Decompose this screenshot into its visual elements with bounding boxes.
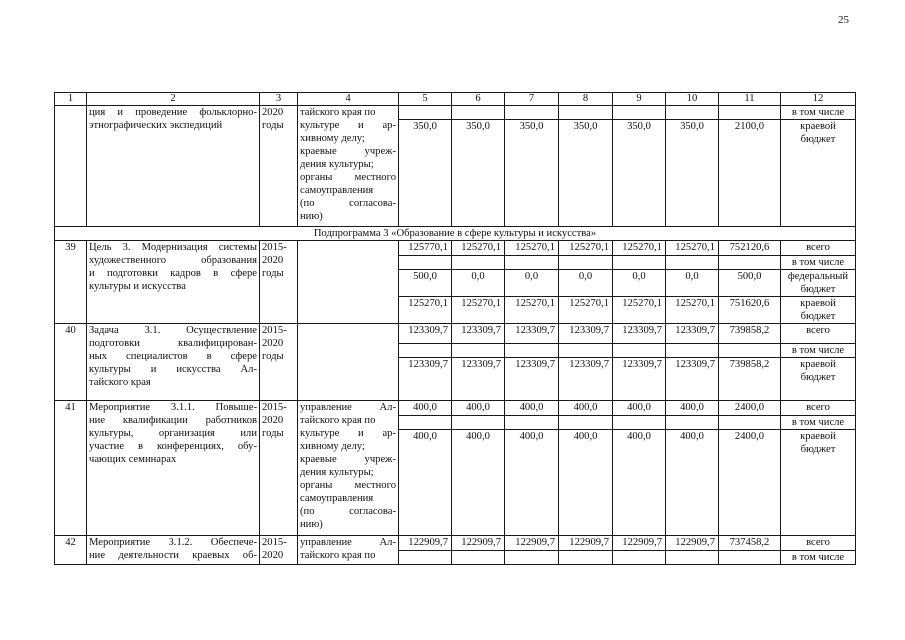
value-cell: 125270,1 bbox=[666, 297, 719, 324]
text-line: Мероприятие 3.1.2. Обеспече- bbox=[89, 537, 257, 548]
value-cell bbox=[452, 344, 505, 358]
table-row bbox=[55, 106, 856, 120]
value-cell: 125270,1 bbox=[505, 241, 559, 256]
activity-name-cell bbox=[87, 536, 260, 565]
value-cell: 739858,2 bbox=[719, 324, 781, 344]
text-line: и подготовки кадров в сфере bbox=[89, 268, 257, 279]
text-line: (по согласова- bbox=[300, 198, 396, 209]
column-number-header bbox=[55, 93, 856, 106]
value-cell bbox=[452, 106, 505, 120]
value-cell bbox=[452, 551, 505, 565]
value-cell: 125770,1 bbox=[399, 241, 452, 256]
value-cell bbox=[613, 551, 666, 565]
value-cell bbox=[505, 256, 559, 270]
value-cell bbox=[666, 344, 719, 358]
value-cell: 350,0 bbox=[452, 120, 505, 227]
header-cell: 1 bbox=[55, 93, 87, 106]
value-cell: 500,0 bbox=[399, 270, 452, 297]
budget-label-cell: краевой бюджет bbox=[781, 297, 856, 324]
value-cell bbox=[505, 551, 559, 565]
budget-label-cell: всего bbox=[781, 241, 856, 256]
value-cell bbox=[399, 551, 452, 565]
value-cell: 123309,7 bbox=[559, 324, 613, 344]
text-line: ция и проведение фольклорно- bbox=[89, 107, 257, 118]
activity-name-cell bbox=[87, 324, 260, 401]
executor-cell bbox=[298, 401, 399, 536]
text-line: подготовки квалифицирован- bbox=[89, 338, 257, 349]
text-line: участие в конференциях, обу- bbox=[89, 441, 257, 452]
value-cell: 400,0 bbox=[559, 401, 613, 416]
text-line: ние деятельности краевых об- bbox=[89, 550, 257, 561]
value-cell: 123309,7 bbox=[452, 358, 505, 401]
value-cell bbox=[719, 416, 781, 430]
text-line: культуры и искусства Ал- bbox=[89, 364, 257, 375]
text-line: культуры, организация или bbox=[89, 428, 257, 439]
text-line: этнографических экспедиций bbox=[89, 120, 223, 131]
text-line: нию) bbox=[300, 211, 323, 222]
value-cell bbox=[505, 106, 559, 120]
value-cell: 122909,7 bbox=[399, 536, 452, 551]
value-cell: 400,0 bbox=[613, 430, 666, 536]
text-line: 2020 bbox=[262, 255, 284, 266]
value-cell: 400,0 bbox=[399, 401, 452, 416]
header-cell: 6 bbox=[452, 93, 505, 106]
budget-label-cell: в том числе bbox=[781, 106, 856, 120]
value-cell: 125270,1 bbox=[613, 241, 666, 256]
value-cell: 400,0 bbox=[452, 430, 505, 536]
value-cell: 2400,0 bbox=[719, 401, 781, 416]
value-cell: 500,0 bbox=[719, 270, 781, 297]
value-cell: 400,0 bbox=[666, 430, 719, 536]
value-cell: 123309,7 bbox=[666, 324, 719, 344]
period-cell bbox=[260, 241, 298, 324]
budget-label-cell: в том числе bbox=[781, 256, 856, 270]
text-line: управление Ал- bbox=[300, 537, 396, 548]
value-cell: 125270,1 bbox=[559, 241, 613, 256]
text-line: 2015- bbox=[262, 242, 287, 253]
value-cell bbox=[719, 256, 781, 270]
executor-cell bbox=[298, 324, 399, 401]
text-line: чающих семинарах bbox=[89, 454, 177, 465]
value-cell: 125270,1 bbox=[452, 241, 505, 256]
text-line: управление Ал- bbox=[300, 402, 396, 413]
header-cell: 10 bbox=[666, 93, 719, 106]
header-cell: 9 bbox=[613, 93, 666, 106]
value-cell: 0,0 bbox=[452, 270, 505, 297]
value-cell bbox=[399, 416, 452, 430]
text-line: самоуправления bbox=[300, 185, 374, 196]
header-cell: 4 bbox=[298, 93, 399, 106]
value-cell: 400,0 bbox=[613, 401, 666, 416]
activity-name-cell bbox=[87, 401, 260, 536]
value-cell: 0,0 bbox=[559, 270, 613, 297]
value-cell: 125270,1 bbox=[452, 297, 505, 324]
value-cell: 2100,0 bbox=[719, 120, 781, 227]
text-line: дения культуры; bbox=[300, 467, 374, 478]
value-cell bbox=[719, 106, 781, 120]
value-cell: 122909,7 bbox=[505, 536, 559, 551]
text-line: культуры и искусства bbox=[89, 281, 186, 292]
text-line: Мероприятие 3.1.1. Повыше- bbox=[89, 402, 257, 413]
text-line: 2015- bbox=[262, 325, 287, 336]
header-cell: 2 bbox=[87, 93, 260, 106]
row-number-cell: 39 bbox=[55, 241, 87, 324]
value-cell: 0,0 bbox=[505, 270, 559, 297]
value-cell: 123309,7 bbox=[666, 358, 719, 401]
subprogram-title: Подпрограмма 3 «Образование в сфере культуры и искусства» bbox=[55, 227, 856, 241]
executor-cell bbox=[298, 106, 399, 227]
value-cell bbox=[559, 551, 613, 565]
period-cell bbox=[260, 536, 298, 565]
header-cell: 3 bbox=[260, 93, 298, 106]
value-cell: 123309,7 bbox=[559, 358, 613, 401]
table-row bbox=[55, 241, 856, 256]
value-cell bbox=[666, 551, 719, 565]
text-line: годы bbox=[262, 428, 284, 439]
text-line: 2015- bbox=[262, 402, 287, 413]
value-cell: 123309,7 bbox=[399, 358, 452, 401]
text-line: 2020 bbox=[262, 415, 284, 426]
budget-label-cell: в том числе bbox=[781, 344, 856, 358]
value-cell: 122909,7 bbox=[559, 536, 613, 551]
page-number: 25 bbox=[838, 14, 849, 26]
budget-label-cell: всего bbox=[781, 324, 856, 344]
value-cell bbox=[559, 106, 613, 120]
value-cell: 123309,7 bbox=[613, 324, 666, 344]
text-line: 2020 bbox=[262, 338, 284, 349]
text-line: Цель 3. Модернизация системы bbox=[89, 242, 257, 253]
text-line: (по согласова- bbox=[300, 506, 396, 517]
value-cell bbox=[505, 416, 559, 430]
value-cell: 123309,7 bbox=[613, 358, 666, 401]
text-line: тайского края по bbox=[300, 550, 376, 561]
value-cell bbox=[666, 106, 719, 120]
value-cell: 123309,7 bbox=[505, 358, 559, 401]
budget-label-cell: в том числе bbox=[781, 416, 856, 430]
budget-label-cell: краевой бюджет bbox=[781, 358, 856, 401]
value-cell: 125270,1 bbox=[505, 297, 559, 324]
value-cell: 125270,1 bbox=[399, 297, 452, 324]
budget-label-cell: краевой бюджет bbox=[781, 120, 856, 227]
value-cell bbox=[666, 416, 719, 430]
budget-label-cell: всего bbox=[781, 401, 856, 416]
value-cell: 122909,7 bbox=[666, 536, 719, 551]
text-line: ние квалификации работников bbox=[89, 415, 257, 426]
value-cell: 123309,7 bbox=[505, 324, 559, 344]
text-line: хивному делу; bbox=[300, 441, 365, 452]
value-cell: 125270,1 bbox=[613, 297, 666, 324]
budget-label-cell: федеральный бюджет bbox=[781, 270, 856, 297]
period-cell bbox=[260, 106, 298, 227]
value-cell: 400,0 bbox=[505, 401, 559, 416]
text-line: дения культуры; bbox=[300, 159, 374, 170]
value-cell: 400,0 bbox=[666, 401, 719, 416]
text-line: Задача 3.1. Осуществление bbox=[89, 325, 257, 336]
text-line: хивному делу; bbox=[300, 133, 365, 144]
value-cell bbox=[452, 416, 505, 430]
activity-name-cell bbox=[87, 106, 260, 227]
executor-cell bbox=[298, 536, 399, 565]
text-line: годы bbox=[262, 268, 284, 279]
value-cell bbox=[613, 416, 666, 430]
value-cell: 737458,2 bbox=[719, 536, 781, 551]
value-cell bbox=[399, 344, 452, 358]
subprogram-heading-row bbox=[55, 227, 856, 241]
value-cell bbox=[719, 344, 781, 358]
text-line: тайского края по bbox=[300, 107, 376, 118]
value-cell: 125270,1 bbox=[666, 241, 719, 256]
budget-table bbox=[54, 92, 856, 565]
activity-name-cell bbox=[87, 241, 260, 324]
text-line: самоуправления bbox=[300, 493, 374, 504]
value-cell bbox=[505, 344, 559, 358]
value-cell: 739858,2 bbox=[719, 358, 781, 401]
header-cell: 8 bbox=[559, 93, 613, 106]
budget-label-cell: краевой бюджет bbox=[781, 430, 856, 536]
budget-label-cell: в том числе bbox=[781, 551, 856, 565]
value-cell: 0,0 bbox=[613, 270, 666, 297]
value-cell bbox=[719, 551, 781, 565]
text-line: нию) bbox=[300, 519, 323, 530]
text-line: культуре и ар- bbox=[300, 120, 396, 131]
table-row bbox=[55, 401, 856, 416]
row-number-cell bbox=[55, 106, 87, 227]
value-cell bbox=[399, 106, 452, 120]
value-cell bbox=[452, 256, 505, 270]
value-cell bbox=[666, 256, 719, 270]
period-cell bbox=[260, 401, 298, 536]
text-line: годы bbox=[262, 120, 284, 131]
table-row bbox=[55, 324, 856, 344]
text-line: годы bbox=[262, 351, 284, 362]
header-cell: 11 bbox=[719, 93, 781, 106]
text-line: тайского края по bbox=[300, 415, 376, 426]
text-line: органы местного bbox=[300, 480, 396, 491]
value-cell: 350,0 bbox=[666, 120, 719, 227]
header-cell: 12 bbox=[781, 93, 856, 106]
row-number-cell: 40 bbox=[55, 324, 87, 401]
value-cell: 122909,7 bbox=[613, 536, 666, 551]
executor-cell bbox=[298, 241, 399, 324]
value-cell: 125270,1 bbox=[559, 297, 613, 324]
budget-label-cell: всего bbox=[781, 536, 856, 551]
value-cell bbox=[613, 344, 666, 358]
text-line: ных специалистов в сфере bbox=[89, 351, 257, 362]
period-cell bbox=[260, 324, 298, 401]
header-cell: 7 bbox=[505, 93, 559, 106]
row-number-cell: 42 bbox=[55, 536, 87, 565]
text-line: краевые учреж- bbox=[300, 454, 396, 465]
value-cell bbox=[559, 344, 613, 358]
text-line: 2020 bbox=[262, 107, 284, 118]
text-line: 2015- bbox=[262, 537, 287, 548]
value-cell: 752120,6 bbox=[719, 241, 781, 256]
text-line: органы местного bbox=[300, 172, 396, 183]
text-line: культуре и ар- bbox=[300, 428, 396, 439]
value-cell bbox=[613, 256, 666, 270]
value-cell bbox=[559, 416, 613, 430]
value-cell bbox=[613, 106, 666, 120]
value-cell: 400,0 bbox=[505, 430, 559, 536]
value-cell: 350,0 bbox=[399, 120, 452, 227]
value-cell: 400,0 bbox=[559, 430, 613, 536]
text-line: тайского края bbox=[89, 377, 151, 388]
text-line: 2020 bbox=[262, 550, 284, 561]
table-row bbox=[55, 536, 856, 551]
value-cell: 400,0 bbox=[452, 401, 505, 416]
text-line: краевые учреж- bbox=[300, 146, 396, 157]
value-cell: 2400,0 bbox=[719, 430, 781, 536]
value-cell: 123309,7 bbox=[452, 324, 505, 344]
value-cell: 350,0 bbox=[559, 120, 613, 227]
value-cell bbox=[559, 256, 613, 270]
text-line: художественного образования bbox=[89, 255, 257, 266]
row-number-cell: 41 bbox=[55, 401, 87, 536]
value-cell: 350,0 bbox=[505, 120, 559, 227]
header-cell: 5 bbox=[399, 93, 452, 106]
value-cell: 0,0 bbox=[666, 270, 719, 297]
value-cell: 123309,7 bbox=[399, 324, 452, 344]
value-cell: 350,0 bbox=[613, 120, 666, 227]
value-cell: 400,0 bbox=[399, 430, 452, 536]
value-cell: 751620,6 bbox=[719, 297, 781, 324]
value-cell bbox=[399, 256, 452, 270]
value-cell: 122909,7 bbox=[452, 536, 505, 551]
